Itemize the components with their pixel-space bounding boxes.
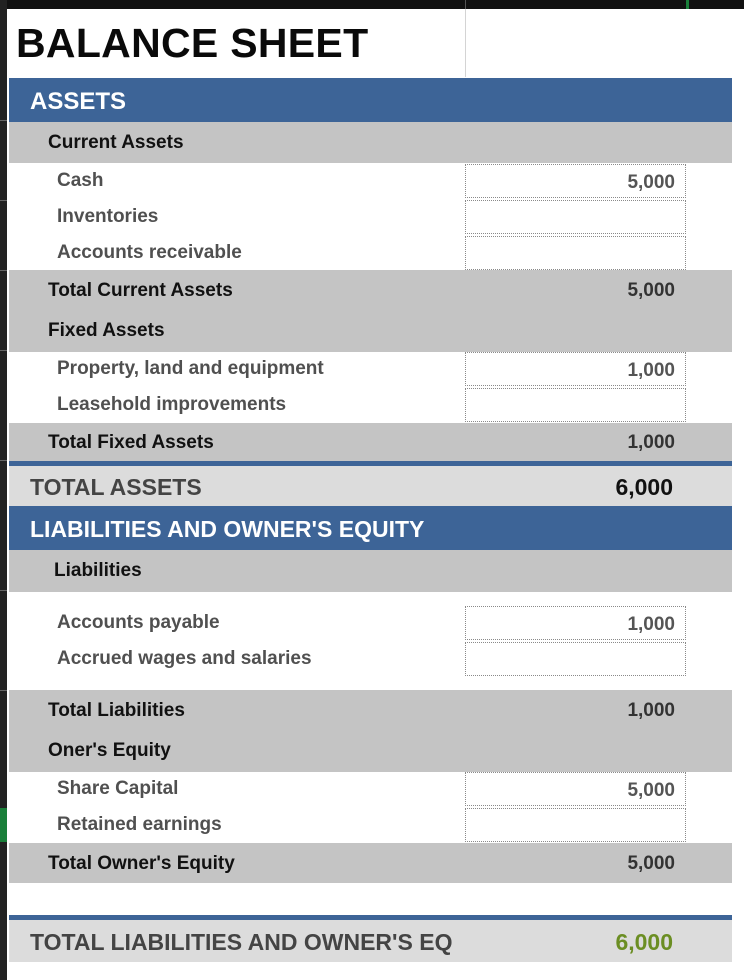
- column-header-strip: [0, 0, 744, 9]
- row-divider: [0, 270, 7, 271]
- owners-equity-label: Oner's Equity: [48, 740, 171, 761]
- share-capital-label: Share Capital: [57, 778, 179, 799]
- liabilities-header: [9, 506, 732, 550]
- row-divider: [0, 690, 7, 691]
- row-divider: [0, 460, 7, 461]
- gridline: [465, 9, 466, 77]
- total-owners-equity-label: Total Owner's Equity: [48, 853, 235, 874]
- accounts-receivable-label: Accounts receivable: [57, 242, 242, 263]
- retained-earnings-label: Retained earnings: [57, 814, 222, 835]
- cash-label: Cash: [57, 170, 104, 191]
- share-capital-value-cell[interactable]: [465, 772, 686, 806]
- property-label: Property, land and equipment: [57, 358, 324, 379]
- selected-column-marker: [686, 0, 689, 9]
- total-liabilities-equity-label: TOTAL LIABILITIES AND OWNER'S EQ: [30, 929, 453, 955]
- total-liabilities-equity-value: 6,000: [615, 929, 673, 955]
- total-liabilities-label: Total Liabilities: [48, 700, 185, 721]
- current-assets-section: [9, 122, 732, 163]
- total-owners-equity-value: 5,000: [627, 853, 675, 874]
- accounts-payable-value-cell[interactable]: [465, 606, 686, 640]
- assets-header-label: ASSETS: [30, 88, 127, 115]
- total-liabilities-and-equity-block: [9, 690, 732, 772]
- total-current-assets-label: Total Current Assets: [48, 280, 233, 301]
- assets-header: [9, 78, 732, 122]
- total-fixed-assets-row: [9, 423, 732, 461]
- row-divider: [0, 120, 7, 121]
- cash-value-cell[interactable]: [465, 164, 686, 198]
- total-current-assets-value: 5,000: [627, 280, 675, 301]
- accounts-payable-label: Accounts payable: [57, 612, 220, 633]
- accrued-wages-value-cell[interactable]: [465, 642, 686, 676]
- total-owners-equity-row: [9, 843, 732, 883]
- property-value: 1,000: [627, 360, 675, 381]
- liabilities-label: Liabilities: [54, 560, 142, 581]
- accounts-receivable-value-cell[interactable]: [465, 236, 686, 270]
- liabilities-header-label: LIABILITIES AND OWNER'S EQUITY: [30, 516, 425, 542]
- accrued-wages-label: Accrued wages and salaries: [57, 648, 312, 669]
- total-assets-value: 6,000: [615, 474, 673, 500]
- retained-earnings-value-cell[interactable]: [465, 808, 686, 842]
- total-fixed-assets-label: Total Fixed Assets: [48, 432, 214, 453]
- cash-value: 5,000: [627, 172, 675, 193]
- property-value-cell[interactable]: [465, 352, 686, 386]
- share-capital-value: 5,000: [627, 780, 675, 801]
- row-divider: [0, 590, 7, 591]
- total-fixed-assets-value: 1,000: [627, 432, 675, 453]
- selected-row-marker: [0, 808, 7, 842]
- fixed-assets-label: Fixed Assets: [48, 320, 165, 341]
- current-assets-label: Current Assets: [48, 132, 184, 153]
- row-header-strip: [0, 0, 7, 980]
- total-assets-label: TOTAL ASSETS: [30, 474, 202, 500]
- total-liabilities-equity-row: [9, 920, 732, 962]
- column-divider: [465, 0, 466, 9]
- inventories-value-cell[interactable]: [465, 200, 686, 234]
- liabilities-section: [9, 550, 732, 592]
- row-divider: [0, 200, 7, 201]
- accounts-payable-value: 1,000: [627, 614, 675, 635]
- leasehold-label: Leasehold improvements: [57, 394, 287, 415]
- page-title: BALANCE SHEET: [16, 20, 369, 66]
- total-current-and-fixed-block: [9, 270, 732, 352]
- inventories-label: Inventories: [57, 206, 159, 227]
- total-assets-row: [9, 466, 732, 506]
- leasehold-value-cell[interactable]: [465, 388, 686, 422]
- total-liabilities-value: 1,000: [627, 700, 675, 721]
- row-divider: [0, 350, 7, 351]
